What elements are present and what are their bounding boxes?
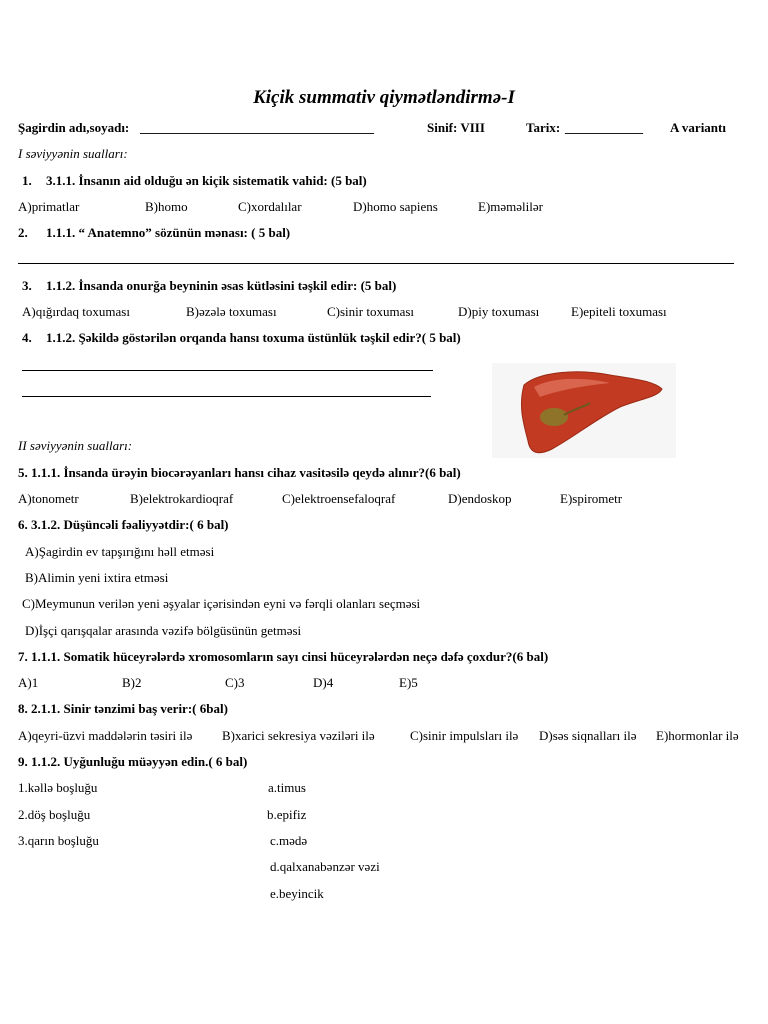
- q6-text: 6. 3.1.2. Düşüncəli fəaliyyətdir:( 6 bal): [18, 517, 229, 532]
- q6-option-a[interactable]: A)Şagirdin ev tapşırığını həll etməsi: [25, 544, 215, 559]
- q3-option-e[interactable]: E)epiteli toxuması: [571, 304, 667, 319]
- date-line[interactable]: ____________: [565, 120, 643, 135]
- q9-right-item-e: e.beyincik: [270, 886, 324, 901]
- q8-option-d[interactable]: D)səs siqnalları ilə: [539, 728, 637, 743]
- variant-label: A variantı: [670, 120, 726, 135]
- q8-option-c[interactable]: C)sinir impulsları ilə: [410, 728, 519, 743]
- q9-left-item-2: 2.döş boşluğu: [18, 807, 91, 822]
- q3-option-a[interactable]: A)qığırdaq toxuması: [22, 304, 130, 319]
- q9-right-item-d: d.qalxanabənzər vəzi: [270, 859, 380, 874]
- q1-option-c[interactable]: C)xordalılar: [238, 199, 302, 214]
- q7-text: 7. 1.1.1. Somatik hüceyrələrdə xromosomların sayı cinsi hüceyrələrdən neçə dəfə çoxdur?(6 bal): [18, 649, 549, 664]
- q9-right-item-b: b.epifiz: [267, 807, 307, 822]
- student-name-line[interactable]: ____________________________________: [140, 120, 374, 135]
- q8-option-a[interactable]: A)qeyri-üzvi maddələrin təsiri ilə: [18, 728, 193, 743]
- q1-option-a[interactable]: A)primatlar: [18, 199, 80, 214]
- student-name-label: Şagirdin adı,soyadı:: [18, 120, 130, 135]
- q9-text: 9. 1.1.2. Uyğunluğu müəyyən edin.( 6 bal): [18, 754, 248, 769]
- q3-option-d[interactable]: D)piy toxuması: [458, 304, 540, 319]
- class-label: Sinif: VIII: [427, 120, 485, 135]
- q1-text: 3.1.1. İnsanın aid olduğu ən kiçik sistematik vahid: (5 bal): [46, 173, 367, 188]
- q3-option-b[interactable]: B)əzələ toxuması: [186, 304, 277, 319]
- q9-right-item-c: c.mədə: [270, 833, 308, 848]
- q9-right-item-a: a.timus: [268, 780, 306, 795]
- q1-number: 1.: [22, 173, 32, 188]
- q4-text: 1.1.2. Şəkildə göstərilən orqanda hansı toxuma üstünlük təşkil edir?( 5 bal): [46, 330, 461, 345]
- level1-heading: I səviyyənin sualları:: [18, 146, 128, 161]
- q9-left-item-3: 3.qarın boşluğu: [18, 833, 99, 848]
- q4-answer-line-2[interactable]: [22, 396, 431, 397]
- q4-answer-line-1[interactable]: [22, 370, 433, 371]
- q1-option-b[interactable]: B)homo: [145, 199, 188, 214]
- q2-text: 1.1.1. “ Anatemno” sözünün mənası: ( 5 bal): [46, 225, 291, 240]
- q6-option-b[interactable]: B)Alimin yeni ixtira etməsi: [25, 570, 169, 585]
- level2-heading: II səviyyənin sualları:: [18, 438, 133, 453]
- q6-option-d[interactable]: D)İşçi qarışqalar arasında vəzifə bölgüsünün getməsi: [25, 623, 302, 638]
- q2-number: 2.: [18, 225, 28, 240]
- q1-option-e[interactable]: E)məməlilər: [478, 199, 543, 214]
- q5-option-a[interactable]: A)tonometr: [18, 491, 79, 506]
- q7-option-d[interactable]: D)4: [313, 675, 334, 690]
- q9-left-item-1: 1.kəllə boşluğu: [18, 780, 98, 795]
- page-title: Kiçik summativ qiymətləndirmə-I: [253, 87, 515, 108]
- liver-illustration-icon: [492, 363, 676, 458]
- q3-number: 3.: [22, 278, 32, 293]
- q5-option-b[interactable]: B)elektrokardioqraf: [130, 491, 234, 506]
- q8-option-e[interactable]: E)hormonlar ilə: [656, 728, 739, 743]
- q7-option-c[interactable]: C)3: [225, 675, 245, 690]
- q3-text: 1.1.2. İnsanda onurğa beyninin əsas kütləsini təşkil edir: (5 bal): [46, 278, 397, 293]
- q2-answer-line[interactable]: [18, 263, 734, 264]
- q1-option-d[interactable]: D)homo sapiens: [353, 199, 438, 214]
- q7-option-b[interactable]: B)2: [122, 675, 142, 690]
- q4-number: 4.: [22, 330, 32, 345]
- q8-text: 8. 2.1.1. Sinir tənzimi baş verir:( 6bal): [18, 701, 228, 716]
- q5-option-c[interactable]: C)elektroensefaloqraf: [282, 491, 396, 506]
- q8-option-b[interactable]: B)xarici sekresiya vəziləri ilə: [222, 728, 375, 743]
- gallbladder: [540, 408, 568, 426]
- q6-option-c[interactable]: C)Meymunun verilən yeni əşyalar içərisindən eyni və fərqli olanları seçməsi: [22, 596, 421, 611]
- q3-option-c[interactable]: C)sinir toxuması: [327, 304, 415, 319]
- date-label: Tarix:: [526, 120, 561, 135]
- q5-option-d[interactable]: D)endoskop: [448, 491, 512, 506]
- q7-option-e[interactable]: E)5: [399, 675, 418, 690]
- q5-text: 5. 1.1.1. İnsanda ürəyin biocərəyanları hansı cihaz vasitəsilə qeydə alınır?(6 bal): [18, 465, 461, 480]
- q7-option-a[interactable]: A)1: [18, 675, 39, 690]
- q5-option-e[interactable]: E)spirometr: [560, 491, 623, 506]
